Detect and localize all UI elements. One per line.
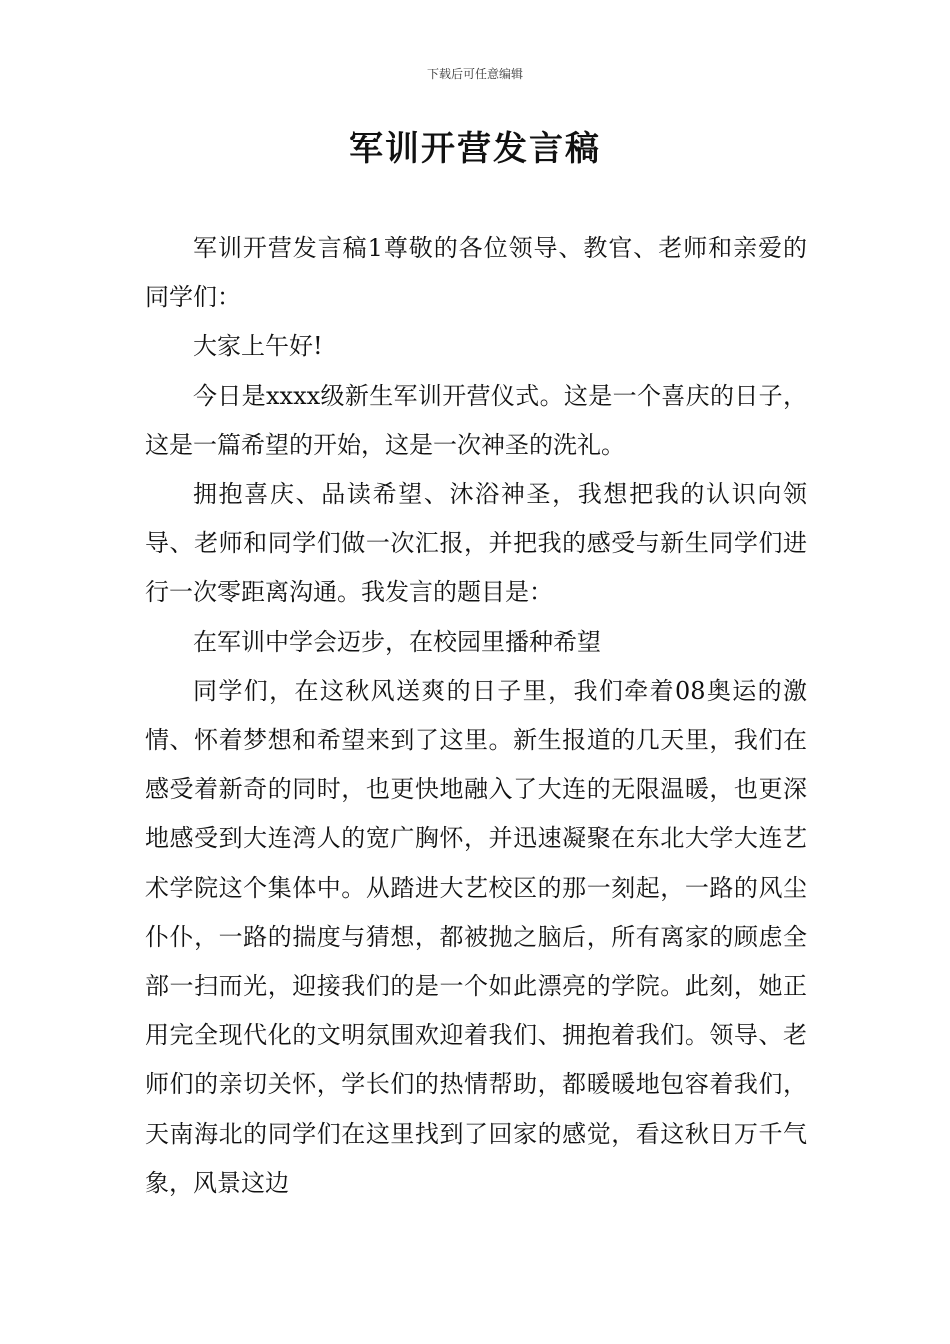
paragraph-ceremony: 今日是xxxx级新生军训开营仪式。这是一个喜庆的日子，这是一篇希望的开始，这是一次神圣的洗礼。 <box>145 381 807 459</box>
paragraph-greeting: 大家上午好! <box>193 332 323 361</box>
paragraph-report: 拥抱喜庆、品读希望、沐浴神圣，我想把我的认识向领导、老师和同学们做一次汇报，并把我的感受与新生同学们进行一次零距离沟通。我发言的题目是： <box>145 480 807 607</box>
paragraph-main: 同学们，在这秋风送爽的日子里，我们牵着08奥运的激情、怀着梦想和希望来到了这里。新生报道的几天里，我们在感受着新奇的同时，也更快地融入了大连的无限温暖，也更深地感受到大连湾人的宽广胸怀，并迅速凝聚在东北大学大连艺术学院这个集体中。从踏进大艺校区的那一刻起，一路的风尘仆仆，一路的揣度与猜想，都被抛之脑后，所有离家的顾虑全部一扫而光，迎接我们的是一个如此漂亮的学院。此刻，她正用完全现代化的文明氛围欢迎着我们、拥抱着我们。领导、老师们的亲切关怀，学长们的热情帮助，都暖暖地包容着我们，天南海北的同学们在这里找到了回家的感觉，看这秋日万千气象，风景这边 <box>145 676 807 1197</box>
document-title: 军训开营发言稿 <box>349 129 601 169</box>
paragraph-salutation: 军训开营发言稿1尊敬的各位领导、教官、老师和亲爱的同学们： <box>145 234 807 312</box>
header-note: 下载后可任意编辑 <box>426 67 523 81</box>
paragraph-topic: 在军训中学会迈步，在校园里播种希望 <box>193 627 601 656</box>
document-body <box>145 224 807 1208</box>
